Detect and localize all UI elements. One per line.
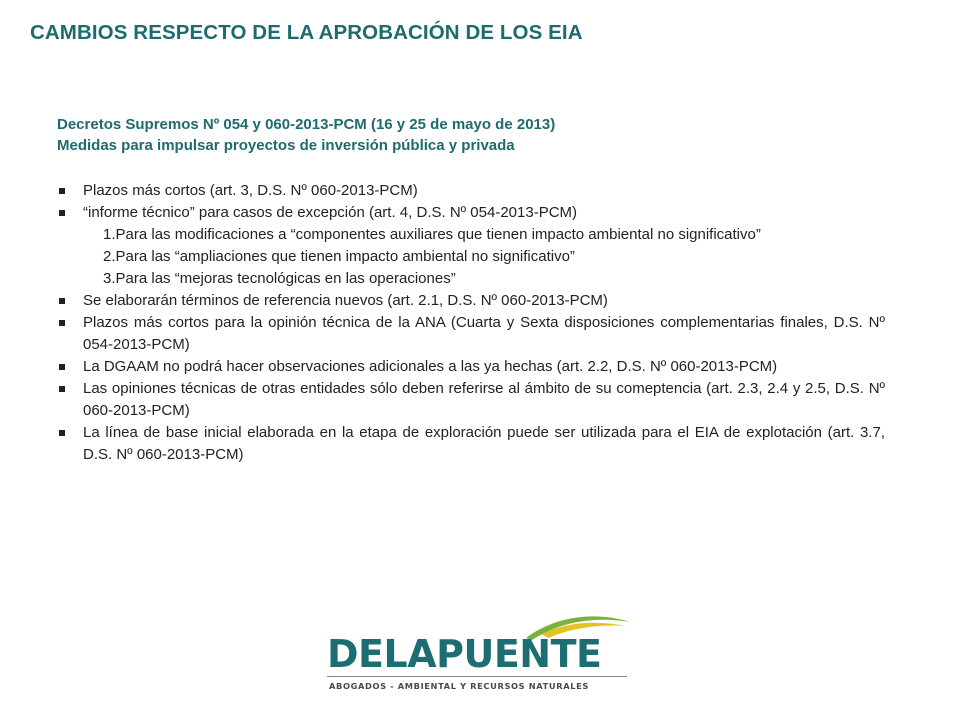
square-bullet-icon	[59, 188, 65, 194]
list-item	[57, 378, 885, 422]
sub-list-item: 3.Para las “mejoras tecnológicas en las operaciones”	[103, 270, 456, 287]
list-item-text: La línea de base inicial elaborada en la etapa de exploración puede ser utilizada para el EIA de explotación (art. 3.7, D.S. Nº 060-2013-PCM)	[83, 424, 885, 463]
list-item	[57, 180, 885, 202]
slide-title: CAMBIOS RESPECTO DE LA APROBACIÓN DE LOS EIA	[30, 21, 583, 44]
square-bullet-icon	[59, 210, 65, 216]
list-item-text: Plazos más cortos para la opinión técnica de la ANA (Cuarta y Sexta disposiciones complementarias finales, D.S. Nº 054-2013-PCM)	[83, 314, 885, 353]
list-item-text: Se elaborarán términos de referencia nuevos (art. 2.1, D.S. Nº 060-2013-PCM)	[83, 292, 608, 309]
decree-heading: Decretos Supremos Nº 054 y 060-2013-PCM (16 y 25 de mayo de 2013)	[57, 116, 556, 133]
square-bullet-icon	[59, 320, 65, 326]
logo-tagline: ABOGADOS - AMBIENTAL Y RECURSOS NATURALES	[329, 681, 589, 691]
list-item	[57, 202, 885, 224]
square-bullet-icon	[59, 364, 65, 370]
square-bullet-icon	[59, 430, 65, 436]
list-item-text: Las opiniones técnicas de otras entidades sólo deben referirse al ámbito de su comeptencia (art. 2.3, 2.4 y 2.5, D.S. Nº 060-2013-PCM)	[83, 380, 885, 419]
square-bullet-icon	[59, 298, 65, 304]
logo-wordmark: DELAPUENTE	[327, 632, 602, 676]
list-item-text: La DGAAM no podrá hacer observaciones adicionales a las ya hechas (art. 2.2, D.S. Nº 060-2013-PCM)	[83, 358, 778, 375]
measures-heading: Medidas para impulsar proyectos de inversión pública y privada	[57, 137, 515, 154]
list-item	[57, 422, 885, 466]
delapuente-logo	[327, 612, 637, 696]
list-item	[57, 290, 885, 312]
changes-list	[57, 180, 885, 466]
list-item	[57, 312, 885, 356]
list-item-text: Plazos más cortos (art. 3, D.S. Nº 060-2013-PCM)	[83, 182, 418, 199]
list-item-text: “informe técnico” para casos de excepción (art. 4, D.S. Nº 054-2013-PCM)	[83, 204, 578, 221]
logo-divider	[327, 676, 627, 677]
list-item	[57, 356, 885, 378]
sub-list-item: 1.Para las modificaciones a “componentes auxiliares que tienen impacto ambiental no significativo”	[103, 226, 761, 243]
square-bullet-icon	[59, 386, 65, 392]
sub-list-item: 2.Para las “ampliaciones que tienen impacto ambiental no significativo”	[103, 248, 575, 265]
